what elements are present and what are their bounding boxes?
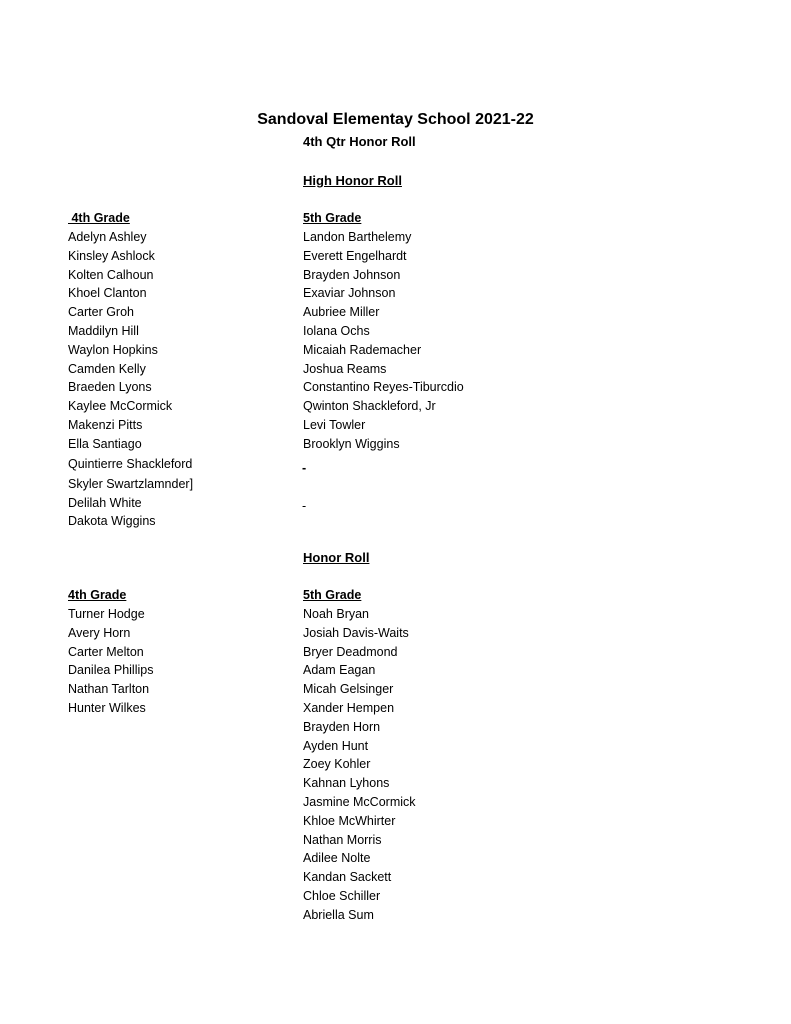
document-subtitle: 4th Qtr Honor Roll xyxy=(303,134,416,149)
list-item: Aubriee Miller xyxy=(303,305,380,320)
list-item: Nathan Tarlton xyxy=(68,682,150,697)
list-item: Abriella Sum xyxy=(303,907,374,922)
dash-mark: - xyxy=(302,461,307,475)
list-item: Maddilyn Hill xyxy=(68,323,139,338)
list-item: Joshua Reams xyxy=(303,361,387,376)
high-honor-5th-grade-heading: 5th Grade xyxy=(303,211,362,225)
list-item: Delilah White xyxy=(68,495,142,510)
list-item: Ayden Hunt xyxy=(303,738,369,753)
list-item: Xander Hempen xyxy=(303,700,395,715)
list-item: Camden Kelly xyxy=(68,361,146,376)
honor-5th-grade-list xyxy=(303,605,416,925)
honor-4th-grade-list xyxy=(68,605,153,718)
list-item: Hunter Wilkes xyxy=(68,700,146,715)
list-item: Adelyn Ashley xyxy=(68,230,147,244)
list-item: Kandan Sackett xyxy=(303,870,392,885)
high-honor-4th-grade-heading: 4th Grade xyxy=(68,211,130,225)
list-item: Carter Groh xyxy=(68,305,134,320)
document-title: Sandoval Elementay School 2021-22 xyxy=(257,111,534,128)
list-item: Levi Towler xyxy=(303,417,366,432)
list-item: Josiah Davis-Waits xyxy=(303,625,409,640)
list-item: Turner Hodge xyxy=(68,607,145,621)
list-item: Brooklyn Wiggins xyxy=(303,436,400,451)
list-item: Braeden Lyons xyxy=(68,380,152,395)
list-item: Landon Barthelemy xyxy=(303,230,412,244)
list-item: Khloe McWhirter xyxy=(303,813,396,828)
list-item: Exaviar Johnson xyxy=(303,286,396,301)
list-item: Khoel Clanton xyxy=(68,286,147,301)
list-item: Makenzi Pitts xyxy=(68,417,143,432)
high-honor-4th-grade-list xyxy=(68,228,193,531)
list-item: Iolana Ochs xyxy=(303,323,370,338)
list-item: Jasmine McCormick xyxy=(303,794,416,809)
list-item: Waylon Hopkins xyxy=(68,342,158,357)
list-item: Qwinton Shackleford, Jr xyxy=(303,399,436,414)
honor-roll-heading: Honor Roll xyxy=(303,550,370,565)
list-item: Brayden Johnson xyxy=(303,267,401,282)
list-item: Skyler Swartzlamnder] xyxy=(68,476,194,491)
list-item: Kaylee McCormick xyxy=(68,399,173,414)
list-item: Zoey Kohler xyxy=(303,757,371,772)
list-item: Kolten Calhoun xyxy=(68,267,154,282)
list-item: Ella Santiago xyxy=(68,436,142,451)
list-item: Nathan Morris xyxy=(303,832,382,847)
list-item: Kinsley Ashlock xyxy=(68,248,155,263)
dash-mark: - xyxy=(302,499,307,513)
list-item: Danilea Phillips xyxy=(68,663,154,678)
list-item: Brayden Horn xyxy=(303,719,381,734)
list-item: Carter Melton xyxy=(68,644,144,659)
list-item: Constantino Reyes-Tiburcdio xyxy=(303,380,464,395)
list-item: Quintierre Shackleford xyxy=(68,456,193,471)
honor-4th-grade-heading: 4th Grade xyxy=(68,588,127,602)
list-item: Kahnan Lyhons xyxy=(303,776,390,791)
list-item: Bryer Deadmond xyxy=(303,644,398,659)
high-honor-5th-grade-list xyxy=(303,228,464,454)
list-item: Adilee Nolte xyxy=(303,851,371,866)
list-item: Everett Engelhardt xyxy=(303,248,407,263)
list-item: Micah Gelsinger xyxy=(303,682,394,697)
list-item: Dakota Wiggins xyxy=(68,514,156,529)
list-item: Noah Bryan xyxy=(303,607,370,621)
high-honor-roll-heading: High Honor Roll xyxy=(303,173,402,188)
honor-5th-grade-heading: 5th Grade xyxy=(303,588,362,602)
list-item: Adam Eagan xyxy=(303,663,376,678)
list-item: Avery Horn xyxy=(68,625,131,640)
list-item: Micaiah Rademacher xyxy=(303,342,422,357)
list-item: Chloe Schiller xyxy=(303,888,381,903)
